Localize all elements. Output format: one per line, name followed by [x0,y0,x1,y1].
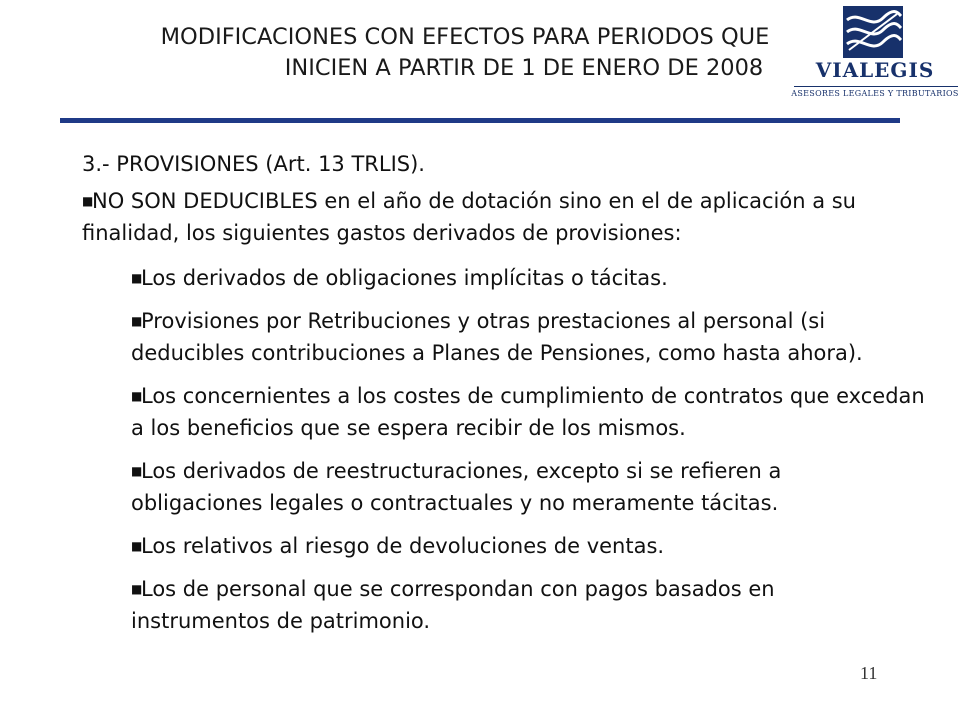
list-item [131,573,851,637]
slide-title-line-1: MODIFICACIONES CON EFECTOS PARA PERIODOS QUE [160,24,770,50]
page-number: 11 [860,663,878,683]
logo-tagline: ASESORES LEGALES Y TRIBUTARIOS [791,89,959,98]
list-item [131,455,871,519]
square-bullet-icon: ■ [131,464,143,478]
list-item-text: Los concernientes a los costes de cumplimiento de contratos que excedan a los beneficios que se espera recibir de los mismos. [131,384,925,440]
lead-text: NO SON DEDUCIBLES en el año de dotación sino en el de aplicación a su finalidad, los siguientes gastos derivados de provisiones: [82,189,856,245]
list-item-text: Los derivados de reestructuraciones, excepto si se refieren a obligaciones legales o contractuales y no meramente tácitas. [131,459,782,515]
logo-wordmark: VIALEGIS [815,58,935,82]
list-item [131,262,921,294]
lead-paragraph [82,185,912,249]
square-bullet-icon: ■ [131,389,143,403]
list-item-text: Los relativos al riesgo de devoluciones de ventas. [141,534,665,558]
slide-title-line-2: INICIEN A PARTIR DE 1 DE ENERO DE 2008 [284,55,764,81]
list-item [131,530,921,562]
list-item [131,305,871,369]
list-item [131,380,931,444]
logo-rule [794,86,958,87]
square-bullet-icon: ■ [131,314,143,328]
list-item-text: Los de personal que se correspondan con pagos basados en instrumentos de patrimonio. [131,577,775,633]
slide-body [82,148,925,648]
square-bullet-icon: ■ [131,582,143,596]
square-bullet-icon: ■ [131,539,143,553]
wave-emblem-icon [843,6,903,58]
provision-list [82,262,925,637]
header-divider [60,118,900,123]
section-heading: 3.- PROVISIONES (Art. 13 TRLIS). [82,152,425,176]
list-item-text: Provisiones por Retribuciones y otras prestaciones al personal (si deducibles contribuciones a Planes de Pensiones, como hasta ahora). [131,309,863,365]
vialegis-logo [790,6,960,106]
slide-title [120,22,810,84]
square-bullet-icon: ■ [82,194,94,208]
square-bullet-icon: ■ [131,271,143,285]
list-item-text: Los derivados de obligaciones implícitas o tácitas. [141,266,668,290]
